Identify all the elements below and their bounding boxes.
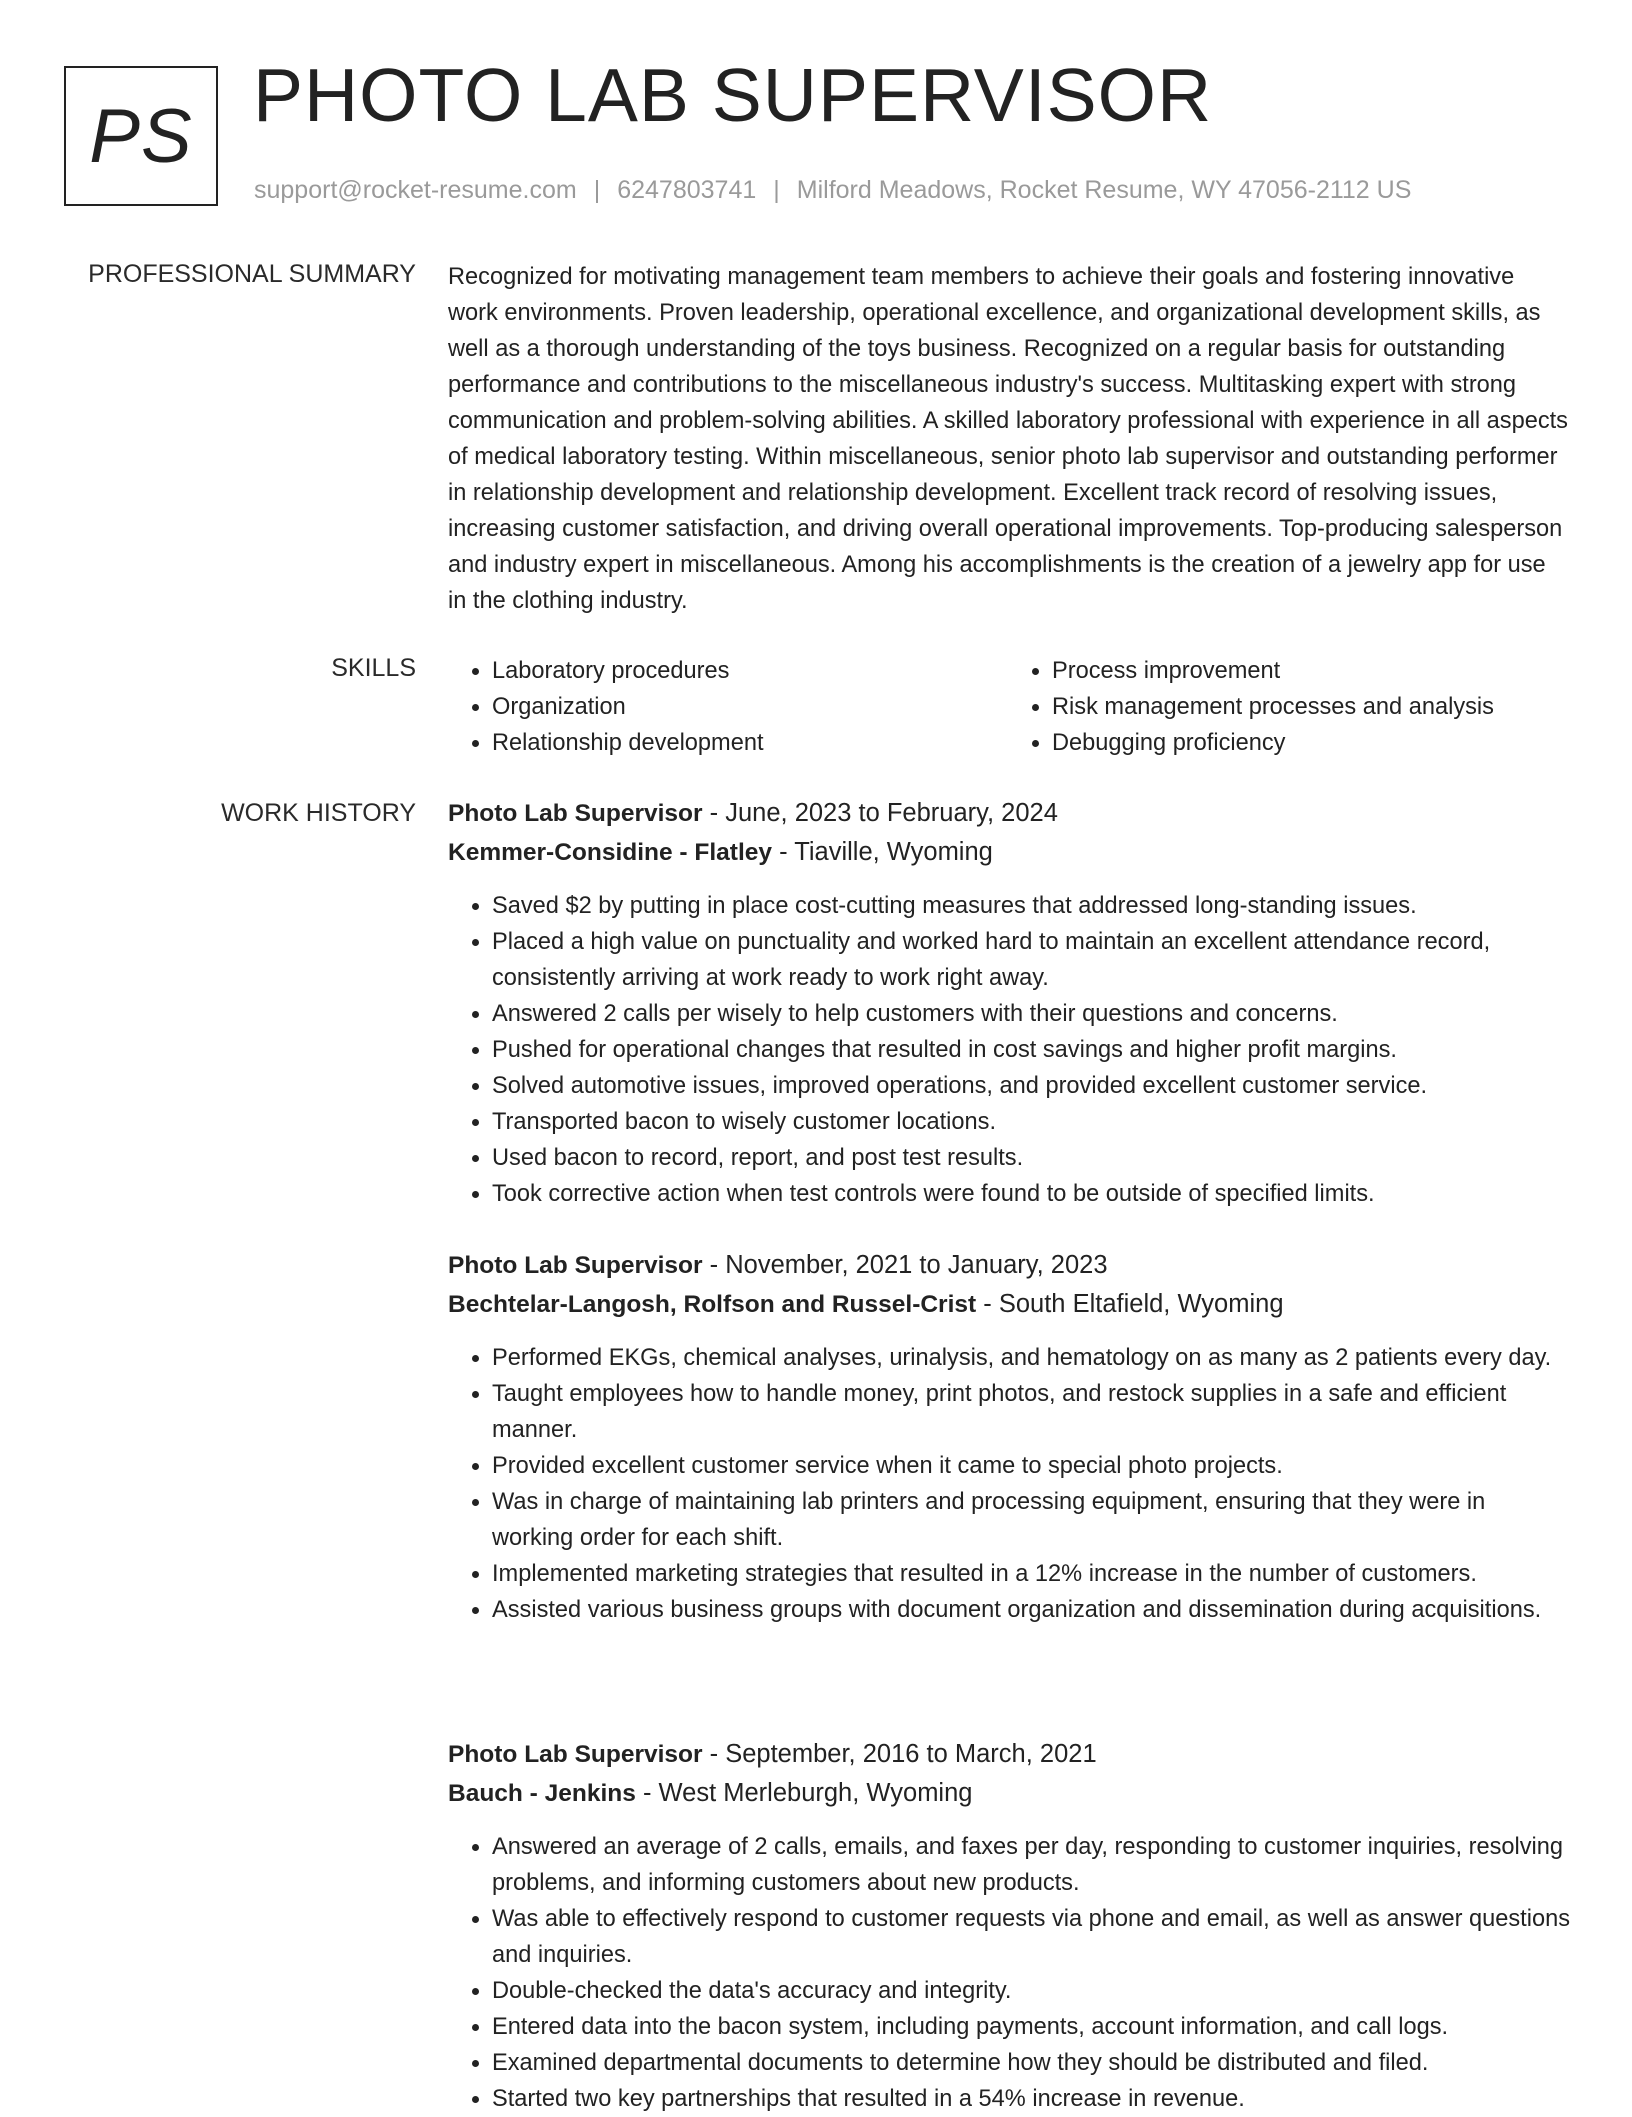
job-bullet: • Provided excellent customer service when it came to special photo projects. bbox=[492, 1448, 1573, 1484]
job-bullet: • Answered an average of 2 calls, emails, and faxes per day, responding to customer inquiries, resolving problems, and informing customers about new products. bbox=[492, 1829, 1573, 1901]
monogram-logo: PS bbox=[64, 66, 218, 206]
page-title: PHOTO LAB SUPERVISOR bbox=[253, 53, 1213, 137]
contact-phone[interactable]: 6247803741 bbox=[617, 176, 757, 204]
separator: | bbox=[593, 176, 601, 204]
skill-item: • Debugging proficiency bbox=[1052, 725, 1568, 761]
job-bullet: • Used bacon to record, report, and post test results. bbox=[492, 1140, 1573, 1176]
job-dates: - June, 2023 to February, 2024 bbox=[702, 799, 1058, 827]
job-bullet: • Answered 2 calls per wisely to help customers with their questions and concerns. bbox=[492, 996, 1573, 1032]
job-title-line bbox=[448, 1246, 1573, 1285]
job-entry bbox=[448, 1246, 1573, 1628]
contact-email[interactable]: support@rocket-resume.com bbox=[254, 176, 577, 204]
skill-item: • Relationship development bbox=[492, 725, 1008, 761]
section-label-skills: SKILLS bbox=[331, 654, 416, 682]
job-bullet: • Took corrective action when test controls were found to be outside of specified limits. bbox=[492, 1176, 1573, 1212]
job-bullet: • Was in charge of maintaining lab printers and processing equipment, ensuring that they were in working order for each shift. bbox=[492, 1484, 1573, 1556]
contact-line bbox=[254, 176, 1411, 205]
job-dates: - September, 2016 to March, 2021 bbox=[702, 1740, 1097, 1768]
job-bullet: • Was able to effectively respond to customer requests via phone and email, as well as answer questions and inquiries. bbox=[492, 1901, 1573, 1973]
job-entry bbox=[448, 1735, 1573, 2117]
job-company: Bechtelar-Langosh, Rolfson and Russel-Crist bbox=[448, 1291, 977, 1318]
skill-item: • Process improvement bbox=[1052, 653, 1568, 689]
job-bullet: • Started two key partnerships that resulted in a 54% increase in revenue. bbox=[492, 2081, 1573, 2117]
job-entry bbox=[448, 794, 1573, 1212]
job-bullet: • Examined departmental documents to determine how they should be distributed and filed. bbox=[492, 2045, 1573, 2081]
job-bullet: • Implemented marketing strategies that resulted in a 12% increase in the number of customers. bbox=[492, 1556, 1573, 1592]
job-bullets bbox=[448, 888, 1573, 1212]
job-bullet: • Saved $2 by putting in place cost-cutting measures that addressed long-standing issues. bbox=[492, 888, 1573, 924]
job-location: - South Eltafield, Wyoming bbox=[976, 1290, 1284, 1318]
job-bullet: • Entered data into the bacon system, including payments, account information, and call logs. bbox=[492, 2009, 1573, 2045]
section-label-work-history: WORK HISTORY bbox=[221, 799, 416, 827]
contact-address: Milford Meadows, Rocket Resume, WY 47056-2112 US bbox=[796, 176, 1412, 204]
summary-section bbox=[448, 259, 1568, 619]
job-title-line bbox=[448, 794, 1573, 833]
job-company-line bbox=[448, 833, 1573, 872]
summary-text: Recognized for motivating management team members to achieve their goals and fostering innovative work environments. Proven leadership, operational excellence, and organizational development skills, as well as a thorough understanding of the toys business. Recognized on a regular basis for outstanding performance and contributions to the miscellaneous industry's success. Multitasking expert with strong communication and problem-solving abilities. A skilled laboratory professional with experience in all aspects of medical laboratory testing. Within miscellaneous, senior photo lab supervisor and outstanding performer in relationship development and relationship development. Excellent track record of resolving issues, increasing customer satisfaction, and driving overall operational improvements. Top-producing salesperson and industry expert in miscellaneous. Among his accomplishments is the creation of a jewelry app for use in the clothing industry. bbox=[448, 264, 1568, 614]
job-bullet: • Double-checked the data's accuracy and integrity. bbox=[492, 1973, 1573, 2009]
job-company: Bauch - Jenkins bbox=[448, 1780, 636, 1807]
job-title: Photo Lab Supervisor bbox=[448, 1741, 703, 1768]
job-title: Photo Lab Supervisor bbox=[448, 800, 703, 827]
job-bullet: • Placed a high value on punctuality and worked hard to maintain an excellent attendance record, consistently arriving at work ready to work right away. bbox=[492, 924, 1573, 996]
job-bullet: • Solved automotive issues, improved operations, and provided excellent customer service. bbox=[492, 1068, 1573, 1104]
job-location: - Tiaville, Wyoming bbox=[772, 838, 993, 866]
job-company-line bbox=[448, 1774, 1573, 1813]
job-title: Photo Lab Supervisor bbox=[448, 1252, 703, 1279]
job-title-line bbox=[448, 1735, 1573, 1774]
job-company-line bbox=[448, 1285, 1573, 1324]
skills-section bbox=[448, 653, 1568, 761]
job-dates: - November, 2021 to January, 2023 bbox=[702, 1251, 1108, 1279]
job-bullet: • Transported bacon to wisely customer locations. bbox=[492, 1104, 1573, 1140]
skills-grid bbox=[448, 653, 1568, 761]
job-company: Kemmer-Considine - Flatley bbox=[448, 839, 773, 866]
job-bullets bbox=[448, 1340, 1573, 1628]
skills-list-left bbox=[448, 653, 1008, 761]
job-bullets bbox=[448, 1829, 1573, 2117]
job-bullet: • Performed EKGs, chemical analyses, urinalysis, and hematology on as many as 2 patients every day. bbox=[492, 1340, 1573, 1376]
skill-item: • Laboratory procedures bbox=[492, 653, 1008, 689]
skills-list-right bbox=[1008, 653, 1568, 761]
section-label-summary: PROFESSIONAL SUMMARY bbox=[88, 260, 416, 288]
skill-item: • Risk management processes and analysis bbox=[1052, 689, 1568, 725]
job-location: - West Merleburgh, Wyoming bbox=[635, 1779, 973, 1807]
job-bullet: • Taught employees how to handle money, print photos, and restock supplies in a safe and efficient manner. bbox=[492, 1376, 1573, 1448]
job-bullet: • Pushed for operational changes that resulted in cost savings and higher profit margins. bbox=[492, 1032, 1573, 1068]
separator: | bbox=[773, 176, 780, 204]
job-bullet: • Assisted various business groups with document organization and dissemination during acquisitions. bbox=[492, 1592, 1573, 1628]
skill-item: • Organization bbox=[492, 689, 1008, 725]
